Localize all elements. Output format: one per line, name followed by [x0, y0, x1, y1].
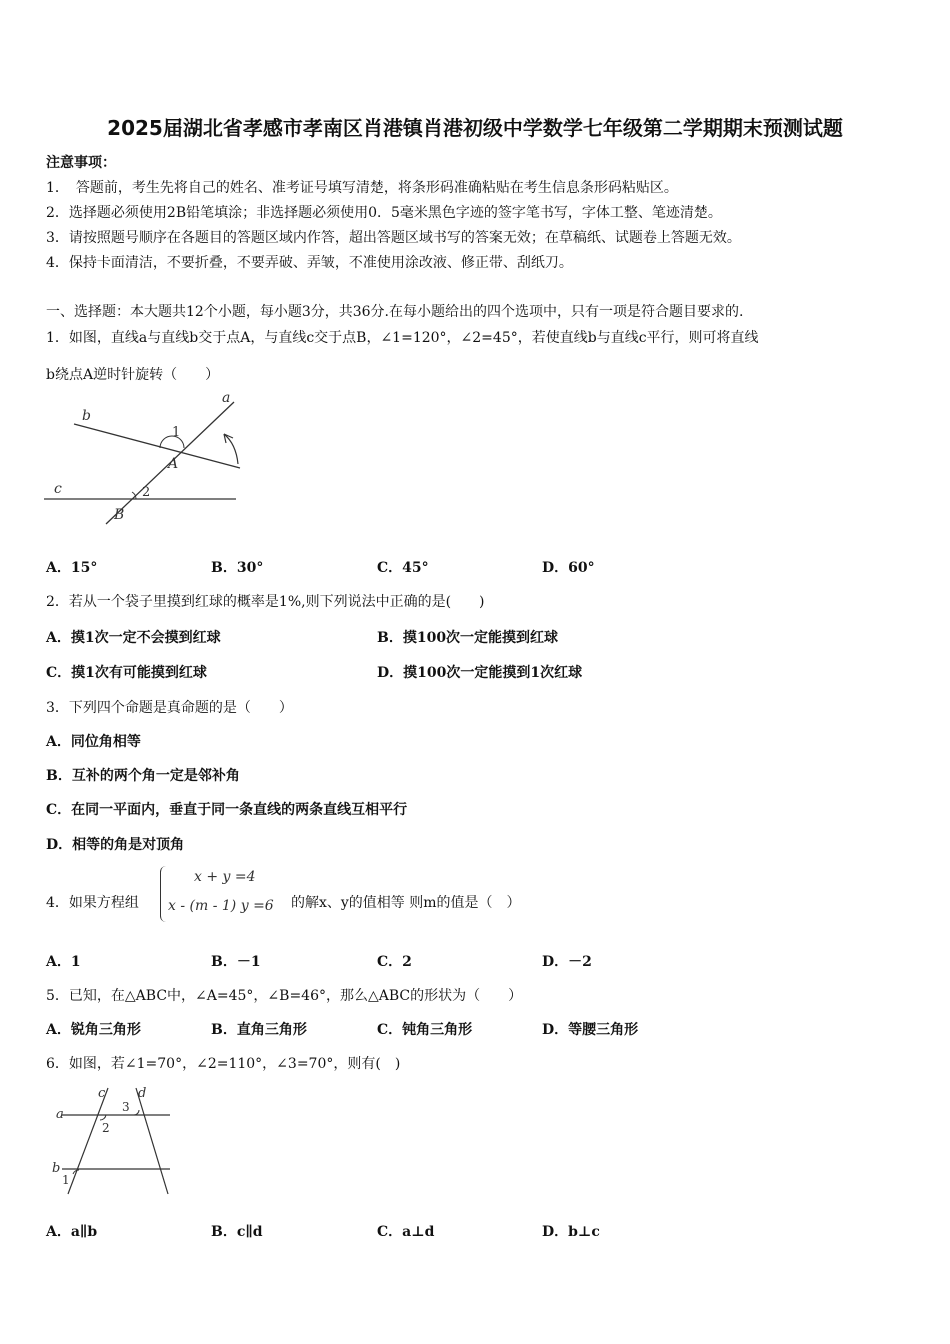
- q5-stem: 5．已知，在△ABC中，∠A=45°，∠B=46°，那么△ABC的形状为（ ）: [46, 988, 523, 1004]
- note-item: 3．请按照题号顺序在各题目的答题区域内作答，超出答题区域书写的答案无效；在草稿纸、试题卷上答题无效。: [46, 230, 741, 246]
- label-a: a: [56, 1107, 64, 1122]
- q1-stem-line1: 1．如图，直线a与直线b交于点A，与直线c交于点B，∠1=120°，∠2=45°，若使直线b与直线c平行，则可将直线: [46, 330, 759, 346]
- label-angle-2: 2: [142, 485, 151, 500]
- q5-option-c[interactable]: C．钝角三角形: [377, 1022, 473, 1038]
- label-A: A: [168, 456, 179, 472]
- label-b: b: [82, 408, 91, 424]
- q4-stem-prefix: 4．如果方程组: [46, 895, 139, 911]
- q2-option-b[interactable]: B．摸100次一定能摸到红球: [377, 630, 559, 646]
- label-angle-1: 1: [62, 1173, 70, 1187]
- angle-2-arc: [100, 1115, 106, 1120]
- equation-system: [160, 866, 292, 924]
- q1-stem-line2: b绕点A逆时针旋转（ ）: [46, 367, 220, 383]
- q1-option-b[interactable]: B．30°: [211, 560, 264, 576]
- note-item: 1． 答题前，考生先将自己的姓名、准考证号填写清楚，将条形码准确粘贴在考生信息条形码粘贴区。: [46, 180, 678, 196]
- q2-option-d[interactable]: D．摸100次一定能摸到1次红球: [377, 665, 583, 681]
- label-B: B: [114, 507, 125, 523]
- q5-option-b[interactable]: B．直角三角形: [211, 1022, 307, 1038]
- q6-option-d[interactable]: D．b⊥c: [542, 1224, 600, 1240]
- q4-option-a[interactable]: A．1: [46, 954, 81, 970]
- q3-option-d[interactable]: D．相等的角是对顶角: [46, 837, 185, 853]
- label-d: d: [138, 1086, 147, 1101]
- q1-option-a[interactable]: A．15°: [46, 560, 98, 576]
- q6-stem: 6．如图，若∠1=70°，∠2=110°，∠3=70°，则有( ): [46, 1056, 401, 1072]
- label-c: c: [54, 481, 62, 497]
- line-c: [68, 1088, 108, 1194]
- label-a: a: [222, 390, 231, 406]
- q4-stem-suffix: 的解x、y的值相等 则m的值是（ ）: [291, 895, 521, 911]
- q6-option-a[interactable]: A．a∥b: [46, 1224, 98, 1240]
- note-item: 4．保持卡面清洁，不要折叠，不要弄破、弄皱，不准使用涂改液、修正带、刮纸刀。: [46, 255, 573, 271]
- q4-option-b[interactable]: B．－1: [211, 954, 261, 970]
- q1-option-c[interactable]: C．45°: [377, 560, 429, 576]
- q3-option-a[interactable]: A．同位角相等: [46, 734, 141, 750]
- equation-1: x + y =4: [194, 869, 256, 885]
- q1-option-d[interactable]: D．60°: [542, 560, 595, 576]
- q2-option-c[interactable]: C．摸1次有可能摸到红球: [46, 665, 207, 681]
- equation-2: x - (m - 1) y =6: [168, 898, 274, 914]
- q5-option-d[interactable]: D．等腰三角形: [542, 1022, 639, 1038]
- q6-option-c[interactable]: C．a⊥d: [377, 1224, 435, 1240]
- label-angle-2: 2: [102, 1121, 110, 1135]
- q2-option-a[interactable]: A．摸1次一定不会摸到红球: [46, 630, 221, 646]
- page-title: 2025届湖北省孝感市孝南区肖港镇肖港初级中学数学七年级第二学期期末预测试题: [107, 116, 843, 140]
- q3-option-c[interactable]: C．在同一平面内，垂直于同一条直线的两条直线互相平行: [46, 802, 408, 818]
- q4-option-c[interactable]: C．2: [377, 954, 412, 970]
- line-b: [74, 424, 240, 468]
- label-angle-3: 3: [122, 1100, 130, 1114]
- q1-figure: [44, 386, 244, 528]
- q4-option-d[interactable]: D．－2: [542, 954, 592, 970]
- q3-option-b[interactable]: B．互补的两个角一定是邻补角: [46, 768, 240, 784]
- q3-stem: 3．下列四个命题是真命题的是（ ）: [46, 700, 293, 716]
- note-item: 2．选择题必须使用2B铅笔填涂；非选择题必须使用0．5毫米黑色字迹的签字笔书写，字体工整、笔迹清楚。: [46, 205, 722, 221]
- line-d: [136, 1088, 168, 1194]
- angle-3-arc: [134, 1110, 139, 1115]
- label-angle-1: 1: [172, 425, 181, 440]
- q6-option-b[interactable]: B．c∥d: [211, 1224, 263, 1240]
- q5-option-a[interactable]: A．锐角三角形: [46, 1022, 141, 1038]
- label-c: c: [98, 1086, 106, 1101]
- q6-figure: [48, 1082, 178, 1200]
- label-b: b: [52, 1161, 61, 1176]
- section-heading: 一、选择题：本大题共12个小题，每小题3分，共36分.在每小题给出的四个选项中，只有一项是符合题目要求的.: [46, 304, 744, 320]
- q2-stem: 2．若从一个袋子里摸到红球的概率是1%,则下列说法中正确的是( ): [46, 594, 485, 610]
- notes-heading: 注意事项：: [46, 155, 116, 171]
- rotation-arrow: [224, 434, 238, 464]
